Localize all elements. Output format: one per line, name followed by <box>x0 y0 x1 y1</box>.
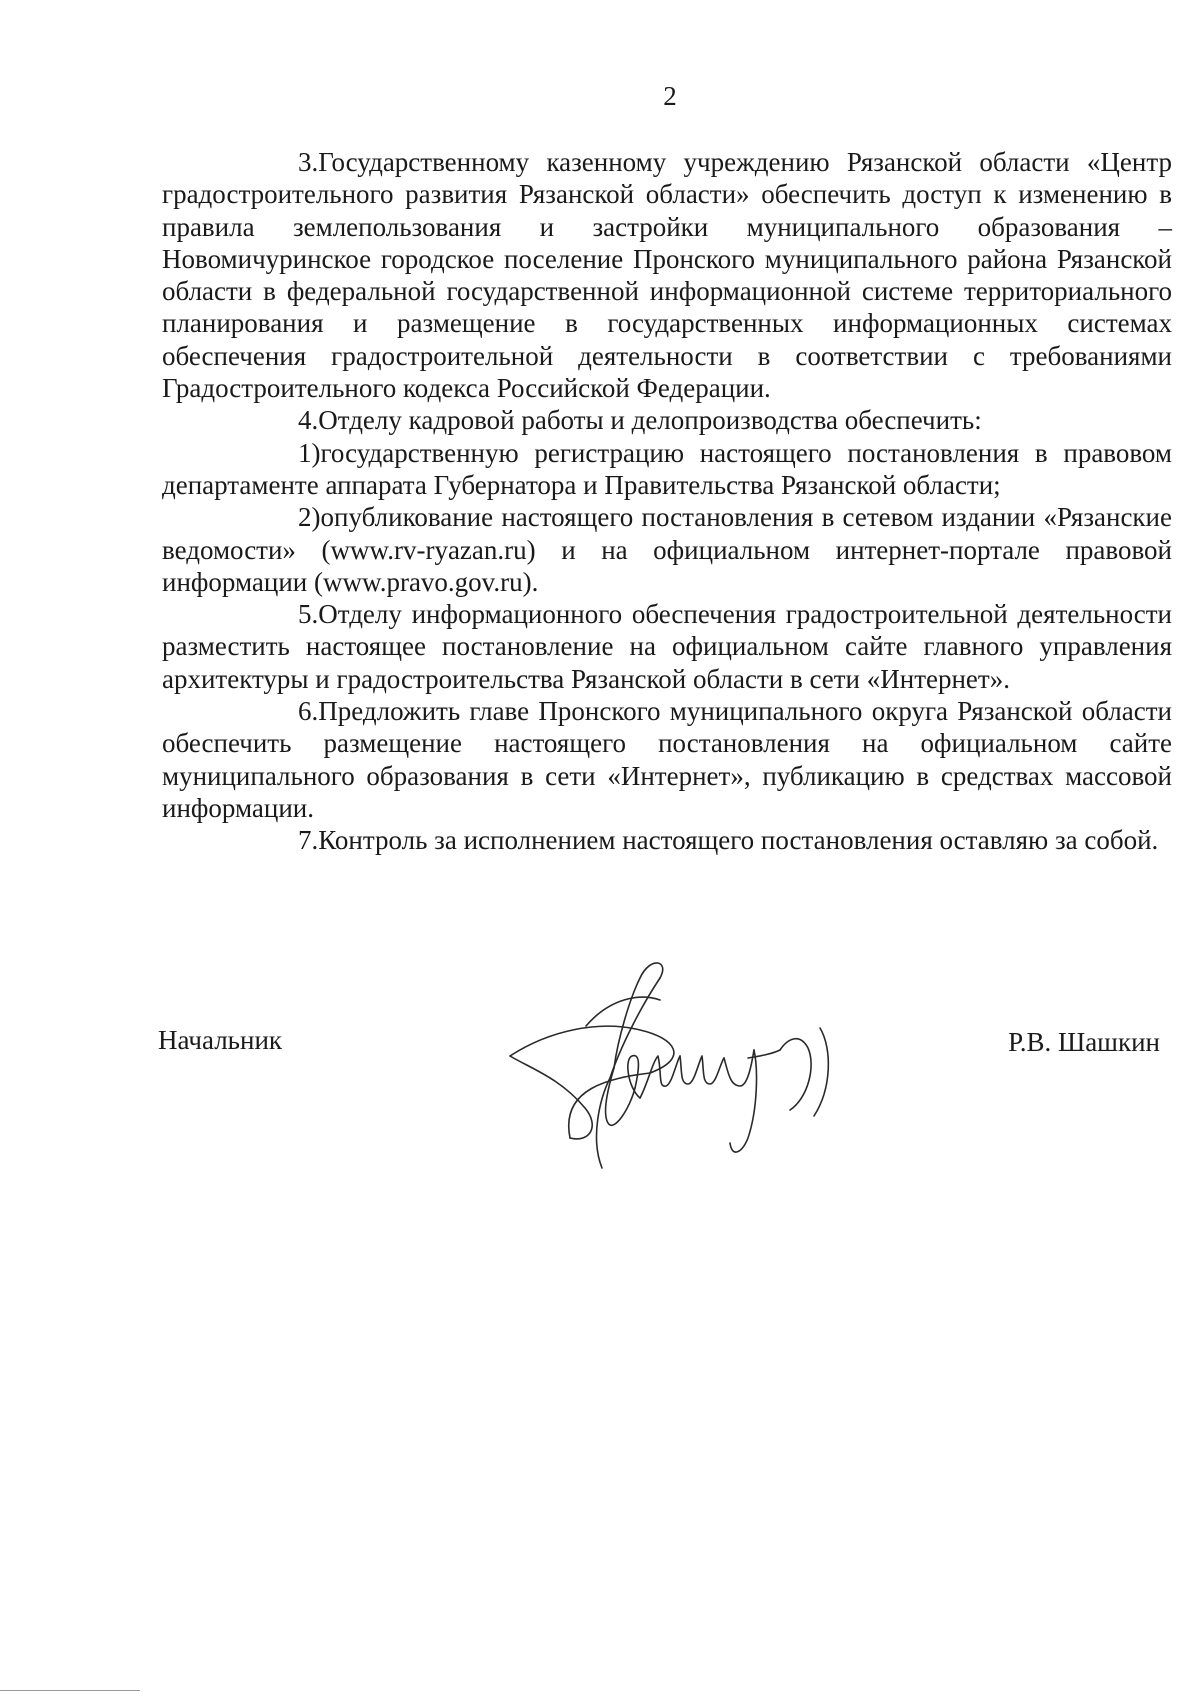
signer-position: Начальник <box>158 1025 283 1055</box>
subparagraph-2 <box>162 501 1172 598</box>
page-number: 2 <box>663 81 677 111</box>
paragraph-text: Предложить главе Пронского муниципального округа Рязанской области обеспечить размещение настоящего постановления на официальном сайте муниципального образования в сети «Интернет», публикацию в средствах массовой информации. <box>162 696 1172 823</box>
handwritten-signature <box>490 938 870 1198</box>
paragraph-text: Контроль за исполнением настоящего постановления оставляю за собой. <box>318 825 1159 856</box>
paragraph-number: 6. <box>298 696 319 727</box>
paragraph-number: 4. <box>298 405 319 436</box>
subparagraph-1 <box>162 437 1172 502</box>
paragraph-text: опубликование настоящего постановления в сетевом издании «Рязанские ведомости» (www.rv-ryazan.ru) и на официальном интернет-портале правовой информации (www.pravo.gov.ru). <box>162 502 1172 597</box>
paragraph-number: 3. <box>298 147 319 177</box>
paragraph-number: 5. <box>298 599 319 630</box>
signature-block <box>0 1018 1200 1148</box>
document-body <box>162 146 1172 857</box>
paragraph-text: Отделу кадровой работы и делопроизводства обеспечить: <box>318 405 982 436</box>
paragraph-3 <box>162 146 1172 404</box>
paragraph-6 <box>162 695 1172 824</box>
paragraph-5 <box>162 598 1172 695</box>
paragraph-text: Государственному казенному учреждению Рязанской области «Центр градостроительного развития Рязанской области» обеспечить доступ к изменению в правила землепользования и застройки муниципального образования – Новомичуринское городское поселение Пронского муниципального района Рязанской области в федеральной государственной информационной системе территориального планирования и размещение в государственных информационных системах обеспечения градостроительной деятельности в соответствии с требованиями Градостроительного кодекса Российской Федерации. <box>162 147 1172 404</box>
paragraph-text: Отделу информационного обеспечения градостроительной деятельности разместить настоящее постановление на официальном сайте главного управления архитектуры и градостроительства Рязанской области в сети «Интернет». <box>162 599 1172 694</box>
paragraph-7 <box>162 824 1172 856</box>
paragraph-number: 2) <box>298 502 321 533</box>
paragraph-4 <box>162 404 1172 436</box>
paragraph-number: 1) <box>298 437 321 468</box>
paragraph-number: 7. <box>298 825 319 856</box>
scan-edge-line <box>0 1690 140 1691</box>
signer-name: Р.В. Шашкин <box>1008 1027 1160 1057</box>
paragraph-text: государственную регистрацию настоящего постановления в правовом департаменте аппарата Губернатора и Правительства Рязанской области; <box>162 437 1172 500</box>
